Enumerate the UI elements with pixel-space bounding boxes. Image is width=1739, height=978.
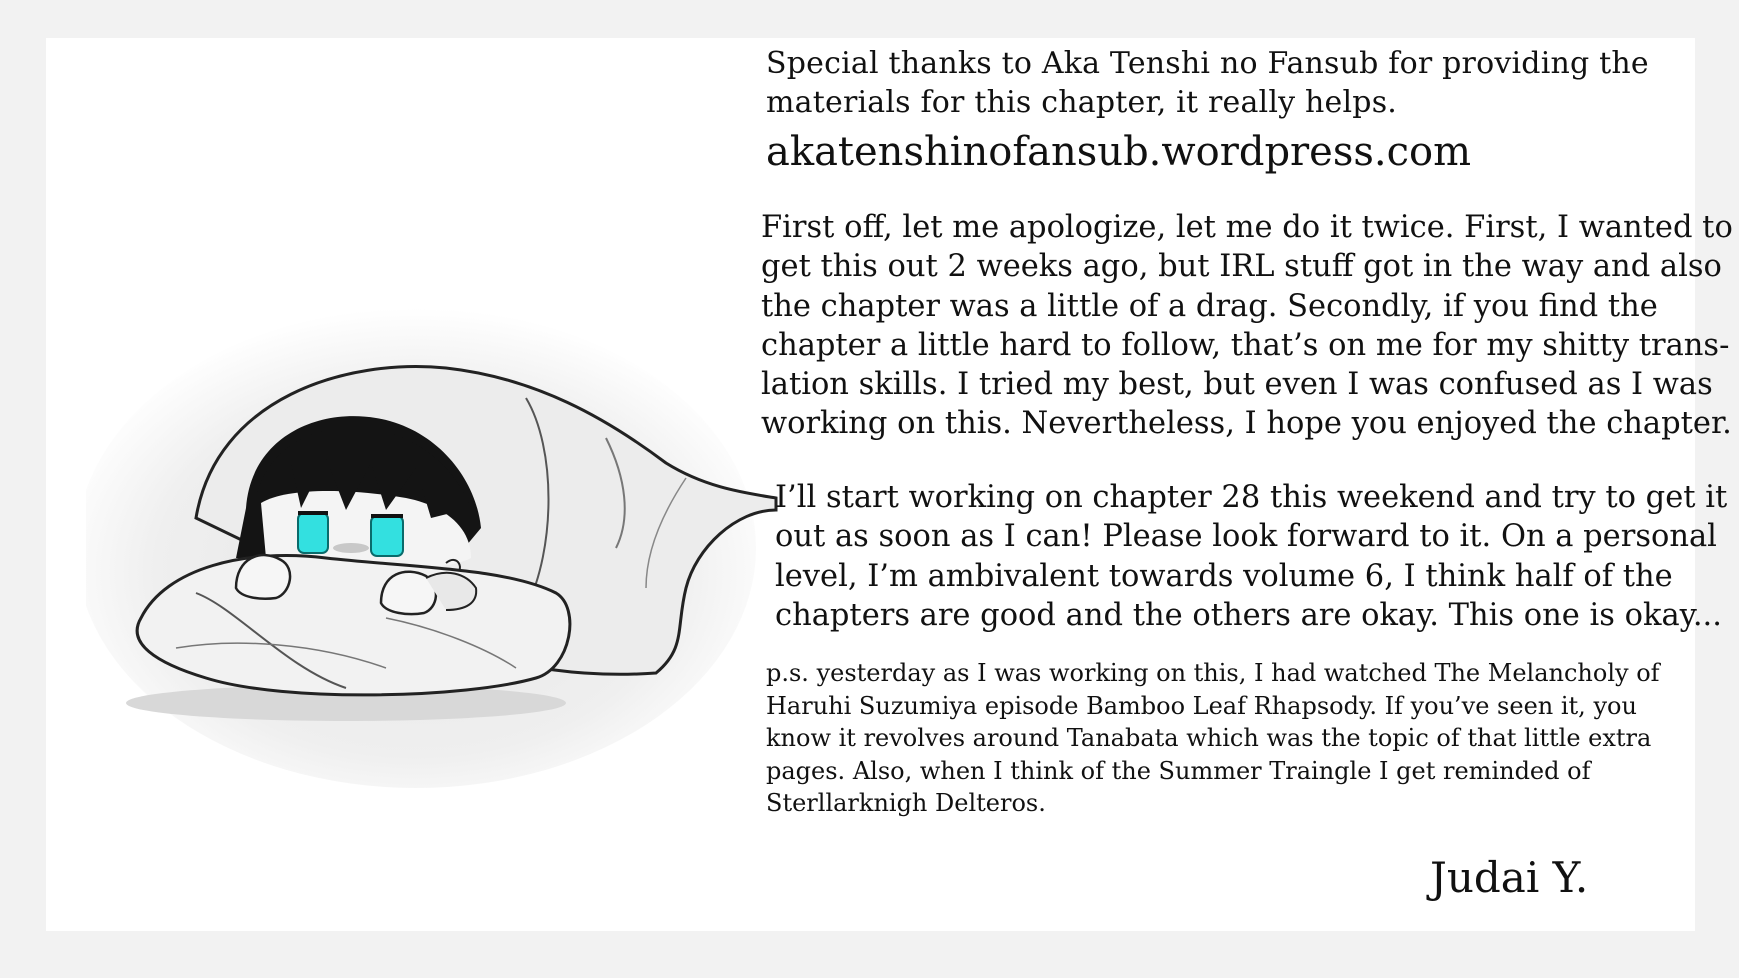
paragraph-line: I’ll start working on chapter 28 this weekend and try to get it [775, 480, 1728, 515]
postscript-line: know it revolves around Tanabata which was the topic of that little extra [766, 724, 1652, 753]
paragraph-line: out as soon as I can! Please look forward to it. On a personal [775, 519, 1717, 555]
paragraph-line: the chapter was a little of a drag. Secondly, if you find the [761, 288, 1658, 324]
fansub-url: akatenshinofansub.wordpress.com [766, 129, 1472, 175]
note-text [46, 38, 1733, 931]
postscript-line: pages. Also, when I think of the Summer Traingle I get reminded of [766, 756, 1591, 785]
apology-paragraph [761, 208, 1733, 444]
thanks-note [766, 44, 1649, 122]
paragraph-line: First off, let me apologize, let me do it twice. First, I wanted to [761, 210, 1733, 245]
postscript [766, 657, 1660, 820]
page [46, 38, 1733, 931]
postscript-line: Haruhi Suzumiya episode Bamboo Leaf Rhapsody. If you’ve seen it, you [766, 691, 1637, 720]
paragraph-line: working on this. Nevertheless, I hope you enjoyed the chapter. [761, 406, 1732, 442]
paragraph-line: lation skills. I tried my best, but even I was confused as I was [761, 367, 1713, 403]
postscript-line: Sterllarknigh Delteros. [766, 789, 1046, 818]
signature: Judai Y. [1430, 853, 1589, 902]
postscript-line: p.s. yesterday as I was working on this, I had watched The Melancholy of [766, 659, 1660, 687]
paragraph-line: get this out 2 weeks ago, but IRL stuff got in the way and also [761, 249, 1722, 285]
paragraph-line: level, I’m ambivalent towards volume 6, I think half of the [775, 558, 1673, 594]
paragraph-line: chapter a little hard to follow, that’s on me for my shitty trans- [761, 327, 1730, 363]
paragraph-line: chapters are good and the others are okay. This one is okay... [775, 597, 1722, 633]
next-chapter-paragraph [775, 478, 1728, 635]
thanks-line: materials for this chapter, it really helps. [766, 85, 1398, 120]
thanks-line: Special thanks to Aka Tenshi no Fansub for providing the [766, 46, 1649, 81]
